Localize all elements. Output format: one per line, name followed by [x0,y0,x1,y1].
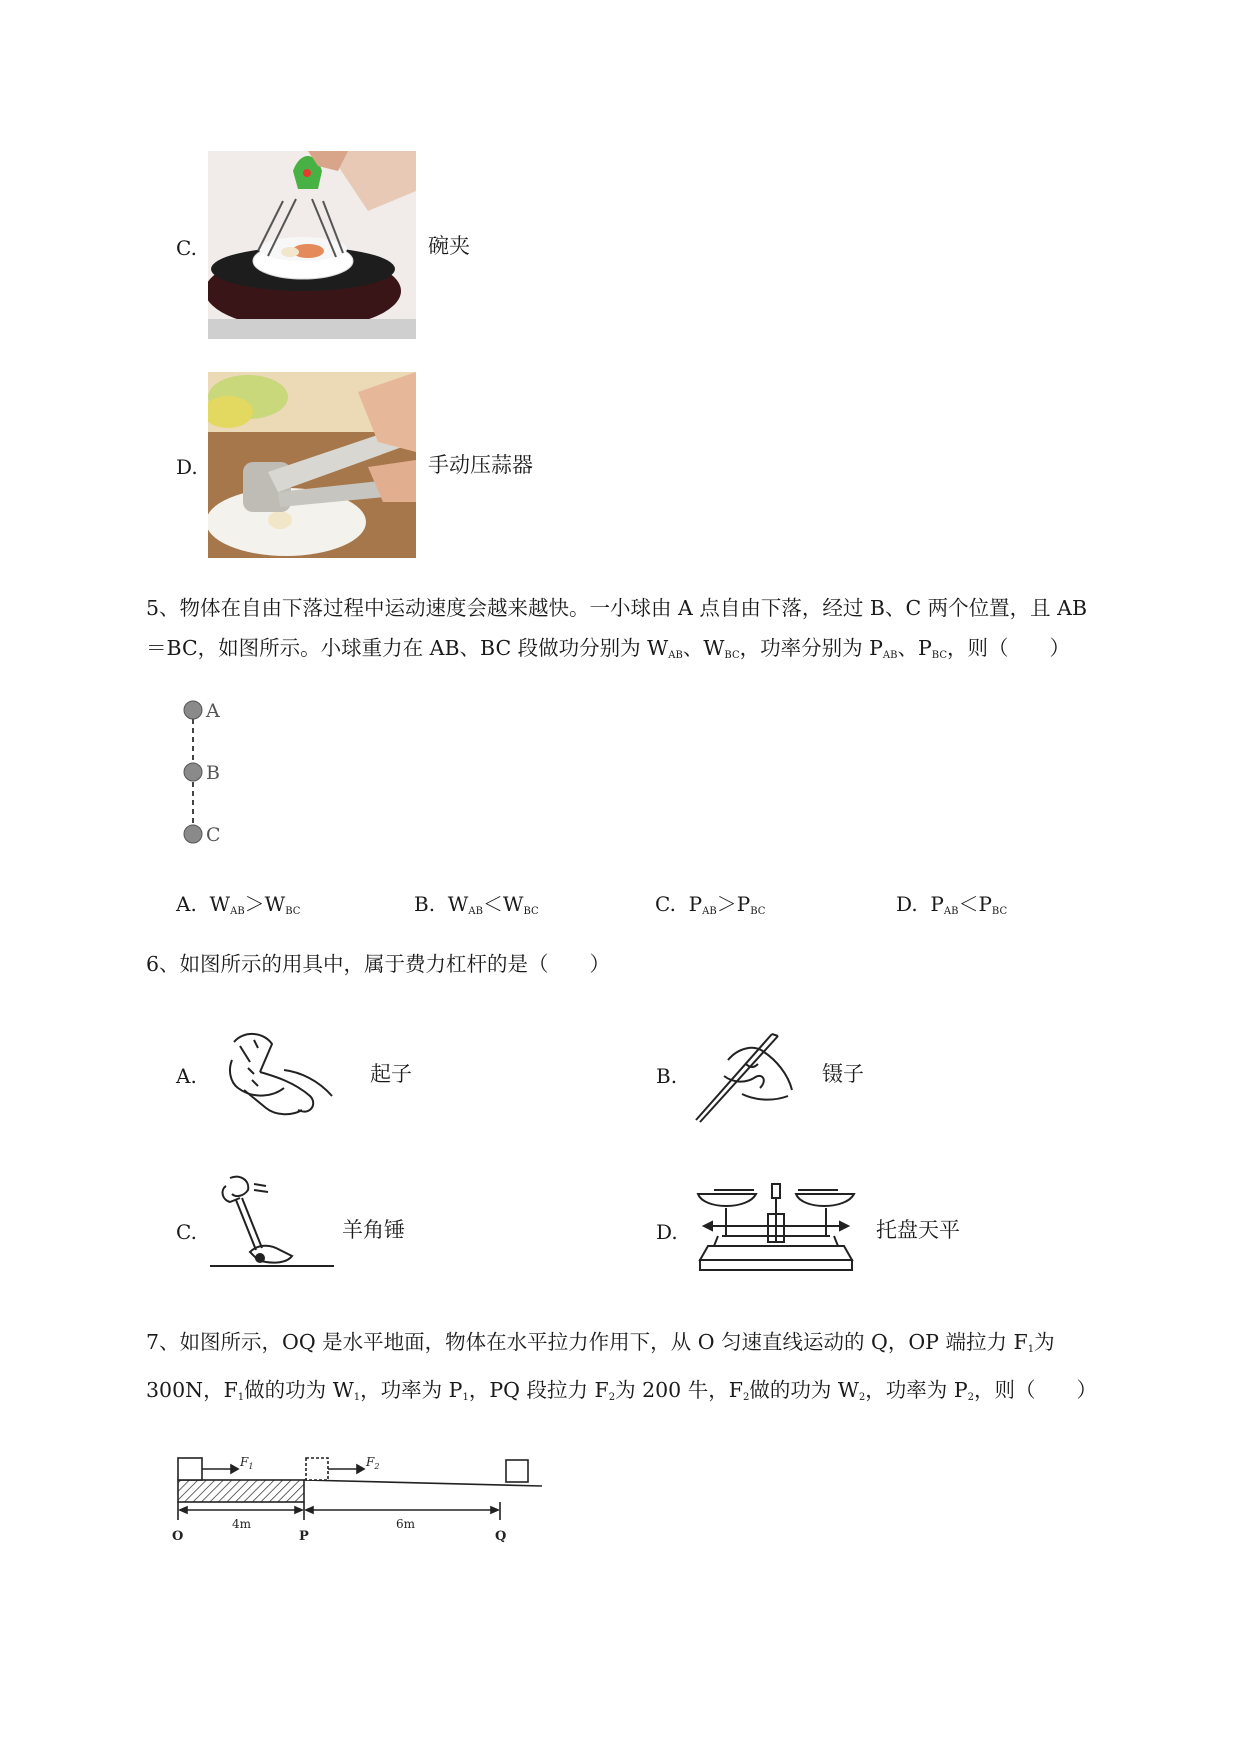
bottle-opener-drawing [214,1030,344,1122]
force-label-f2: F [366,1455,375,1469]
stem-line-1: 物体在自由下落过程中运动速度会越来越快。一小球由 A 点自由下落，经过 B、C 两个位置，且 AB [179,596,1088,620]
motion-diagram [170,1448,550,1544]
bowl-clamp-photo [208,151,416,339]
garlic-press-photo [208,372,416,558]
option-label: 碗夹 [428,234,470,258]
q5-option-d[interactable]: D. $P_{AB}<P_{BC}$ [896,892,1008,917]
tweezers-drawing [688,1030,800,1126]
point-label-q: Q [495,1529,507,1544]
q5-option-a[interactable]: A. $W_{AB}>W_{BC}$ [176,892,301,917]
question-5-stem: 5、物体在自由下落过程中运动速度会越来越快。一小球由 A 点自由下落，经过 B、C 两个位置，且 AB ＝BC，如图所示。小球重力在 AB、BC 段做功分别为 $W_{AB}$、$W_{BC}$，功率分别为 $P_{AB}$、$P_{BC}$，则（ ） [146,596,1088,661]
question-number: 5、 [146,596,180,620]
svg-text:F2: $F_2$ [366,1455,380,1471]
svg-text:F1: $F_1$ [240,1455,254,1471]
option-letter: C. [176,236,197,260]
point-label-c: C [206,824,221,846]
force-label-f1: F [240,1455,249,1469]
option-label: 手动压蒜器 [428,453,533,477]
q5-option-c[interactable]: C. $P_{AB}>P_{BC}$ [655,892,766,917]
distance-label-pq: 6m [396,1517,416,1531]
point-label-p: P [299,1529,309,1544]
point-label-b: B [206,762,220,784]
q5-option-b[interactable]: B. $W_{AB}<W_{BC}$ [414,892,539,917]
question-number: 6、 [146,952,180,976]
falling-ball-figure [176,696,232,852]
question-6-stem: 6、如图所示的用具中，属于费力杠杆的是（ ） [146,952,611,976]
balance-scale-drawing [694,1180,858,1280]
claw-hammer-drawing [210,1174,334,1274]
option-letter: D. [176,455,198,479]
question-number: 7、 [146,1330,180,1354]
point-label-o: O [172,1529,184,1544]
point-label-a: A [206,700,220,722]
question-7-stem: 7、如图所示，OQ 是水平地面，物体在水平拉力作用下，从 O 匀速直线运动的 Q，OP 端拉力 $F_1$为 300N，$F_1$做的功为 $W_1$，功率为 $P_1$，PQ 段拉力 $F_2$为 200 牛，$F_2$做的功为 $W_2$，功率为 $P_2$，则（ ） [146,1330,1097,1403]
distance-label-op: 4m [232,1517,252,1531]
